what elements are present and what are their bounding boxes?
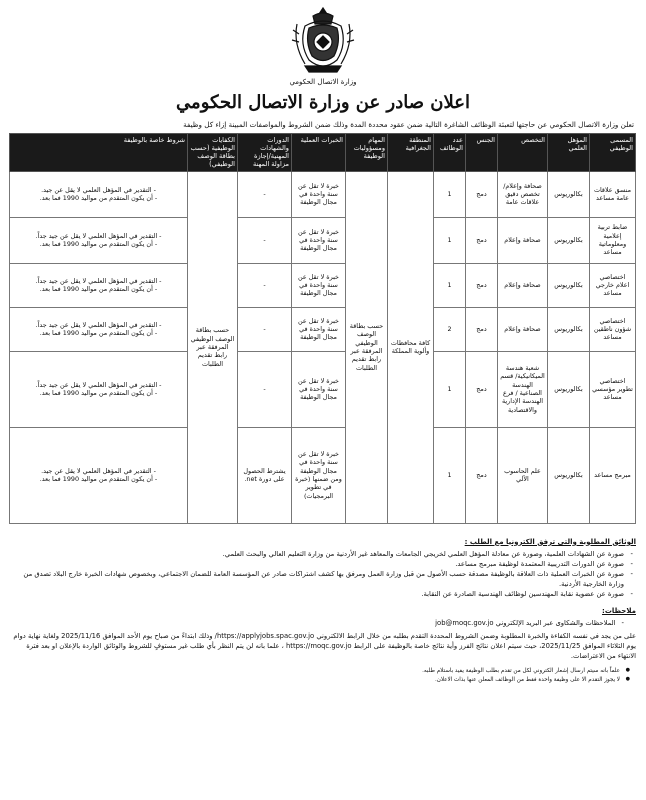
job-courses: - — [238, 171, 292, 217]
job-courses: - — [238, 263, 292, 307]
job-title: اختصاصي تطوير مؤسسي مساعد — [590, 351, 636, 427]
application-instructions: على من يجد في نفسه الكفاءة والخبرة المطلوبة وضمن الشروط المحددة التقدم بطلبه من خلال الرابط الالكتروني https://applyjobs.spac.gov.jo/ وذلك ابتداءً من صباح يوم الأحد الموافق 2025/11/16 ولغاية نهاية دوام يوم الثلاثاء الموافق 2025/11/25، حيث سيتم اعلان نتائج الفرز وأية نتائج خاصة بالوظيفة على الرابط https://moqc.gov.jo ، علما بانه لن يتم النظر بأي طلب غير مستوفٍ للشروط والوثائق الواردة بالإعلان او بعد فترة الانتهاء من الاعتراضات. — [13, 631, 636, 660]
condition-line: - أن يكون المتقدم من مواليد 1990 فما بعد. — [39, 389, 158, 398]
documents-heading: الوثائق المطلوبة والتي ترفق الكترونيا مع الطلب : — [464, 537, 636, 546]
job-tasks: حسب بطاقة الوصف الوظيفي المرفقة عبر رابط تقديم الطلبات — [346, 171, 388, 523]
job-conditions — [10, 217, 188, 263]
agency-name: وزارة الاتصال الحكومي — [289, 78, 357, 86]
list-item: - صورة عن الدورات التدريبية المعتمدة لوظيفة مبرمج مساعد. — [10, 560, 624, 569]
list-item: - صورة عن عضوية نقابة المهندسين لوظائف الهندسية الصادرة عن النقابة. — [10, 590, 624, 599]
table-header-row — [10, 133, 636, 171]
job-specialty: علم الحاسوب الآلي — [498, 427, 548, 523]
notes-list — [10, 619, 636, 627]
list-item: ● لا يجوز التقدم الا على وظيفة واحدة فقط من الوظائف المعلن عنها بذات الاعلان. — [10, 676, 620, 684]
col-header: المسمى الوظيفي — [590, 133, 636, 171]
table-row — [10, 171, 636, 217]
condition-line: - التقدير في المؤهل العلمي لا يقل عن جيد جداً. — [35, 320, 162, 329]
required-documents-section — [10, 538, 636, 599]
job-experience: خبرة لا تقل عن سنة واحدة في مجال الوظيفة — [292, 217, 346, 263]
col-header: عدد الوظائف — [434, 133, 466, 171]
table-row — [10, 307, 636, 351]
col-header: المنطقة الجغرافية — [388, 133, 434, 171]
job-conditions — [10, 171, 188, 217]
col-header: الجنس — [466, 133, 498, 171]
job-count: 2 — [434, 307, 466, 351]
email-note: - الملاحظات والشكاوى عبر البريد الإلكتروني job@moqc.gov.jo — [10, 619, 624, 627]
notes-heading: ملاحظات: — [602, 606, 636, 615]
job-gender: دمج — [466, 427, 498, 523]
job-conditions — [10, 263, 188, 307]
condition-line: - التقدير في المؤهل العلمي لا يقل عن جيد جداً. — [35, 276, 162, 285]
job-gender: دمج — [466, 217, 498, 263]
job-conditions — [10, 351, 188, 427]
col-header: المهام ومسؤوليات الوظيفة — [346, 133, 388, 171]
job-experience: خبرة لا تقل عن سنة واحدة في مجال الوظيفة ومن ضمنها (خبرة في تطوير البرمجيات) — [292, 427, 346, 523]
job-conditions — [10, 307, 188, 351]
jordan-coat-of-arms-icon — [283, 4, 363, 76]
job-count: 1 — [434, 171, 466, 217]
announcement-title: اعلان صادر عن وزارة الاتصال الحكومي — [176, 92, 470, 113]
col-header: الكفايات الوظيفية (حسب بطاقة الوصف الوظيفي) — [188, 133, 238, 171]
condition-line: - التقدير في المؤهل العلمي لا يقل عن جيد جداً. — [35, 380, 162, 389]
footnote-list — [10, 667, 636, 684]
table-row — [10, 263, 636, 307]
job-specialty: صحافة وإعلام/ تخصص دقيق علاقات عامة — [498, 171, 548, 217]
col-header: الدورات والشهادات المهنية/إجازة مزاولة المهنة — [238, 133, 292, 171]
list-item: - صورة عن الشهادات العلمية، وصورة عن معادلة المؤهل العلمي لخريجي الجامعات والمعاهد غير الأردنية من وزارة التعليم العالي والبحث العلمي. — [10, 550, 624, 559]
job-gender: دمج — [466, 263, 498, 307]
job-experience: خبرة لا تقل عن سنة واحدة في مجال الوظيفة — [292, 263, 346, 307]
job-qualification: بكالوريوس — [548, 351, 590, 427]
job-qualification: بكالوريوس — [548, 307, 590, 351]
condition-line: - أن يكون المتقدم من مواليد 1990 فما بعد. — [39, 329, 158, 338]
job-count: 1 — [434, 217, 466, 263]
job-specialty: صحافة وإعلام — [498, 217, 548, 263]
job-courses: - — [238, 217, 292, 263]
job-qualification: بكالوريوس — [548, 263, 590, 307]
job-qualification: بكالوريوس — [548, 427, 590, 523]
job-specialty: شعبة هندسة الميكانيكية/ قسم الهندسة الصناعية / فرع الهندسة الإدارية والاقتصادية — [498, 351, 548, 427]
job-count: 1 — [434, 351, 466, 427]
job-experience: خبرة لا تقل عن سنة واحدة في مجال الوظيفة — [292, 351, 346, 427]
condition-line: - التقدير في المؤهل العلمي لا يقل عن جيد جداً. — [35, 231, 162, 240]
col-header: شروط خاصة بالوظيفة — [10, 133, 188, 171]
job-title: اختصاصي شؤون ناطقين مساعد — [590, 307, 636, 351]
jobs-table — [9, 133, 636, 524]
list-item: - صورة عن الخبرات العملية ذات العلاقة بالوظيفة مصدقة حسب الأصول من قبل وزارة العمل ومرفق بها كشف اشتراكات صادر عن المؤسسة العامة للضمان الاجتماعي، وبخصوص شهادات الخبرة خارج البلاد تصدق من وزارة الخارجية الأردنية. — [10, 570, 624, 588]
job-count: 1 — [434, 427, 466, 523]
job-qualification: بكالوريوس — [548, 217, 590, 263]
job-title: منسق علاقات عامة مساعد — [590, 171, 636, 217]
table-row — [10, 217, 636, 263]
documents-list — [10, 550, 636, 599]
announcement-intro: تعلن وزارة الاتصال الحكومي عن حاجتها لتعبئة الوظائف الشاغرة التالية ضمن عقود محددة المدة وذلك ضمن الشروط والمواصفات المبينة إزاء كل وظيفة — [183, 120, 634, 129]
job-title: اختصاصي اعلام خارجي مساعد — [590, 263, 636, 307]
job-title: مبرمج مساعد — [590, 427, 636, 523]
job-experience: خبرة لا تقل عن سنة واحدة في مجال الوظيفة — [292, 307, 346, 351]
col-header: المؤهل العلمي — [548, 133, 590, 171]
condition-line: - التقدير في المؤهل العلمي لا يقل عن جيد. — [41, 466, 156, 475]
job-gender: دمج — [466, 307, 498, 351]
job-qualification: بكالوريوس — [548, 171, 590, 217]
col-header: التخصص — [498, 133, 548, 171]
job-courses: يشترط الحصول على دورة net. — [238, 427, 292, 523]
job-title: ضابط تربية إعلامية ومعلوماتية مساعد — [590, 217, 636, 263]
table-row — [10, 427, 636, 523]
list-item: ● علماً بانه سيتم ارسال إشعار الكتروني لكل من تقدم بطلب الوظيفة يفيد باستلام طلبه. — [10, 667, 620, 675]
job-gender: دمج — [466, 351, 498, 427]
job-specialty: صحافة وإعلام — [498, 307, 548, 351]
col-header: الخبرات العملية — [292, 133, 346, 171]
job-courses: - — [238, 351, 292, 427]
job-conditions — [10, 427, 188, 523]
table-row — [10, 351, 636, 427]
job-gender: دمج — [466, 171, 498, 217]
condition-line: - أن يكون المتقدم من مواليد 1990 فما بعد. — [39, 285, 158, 294]
condition-line: - أن يكون المتقدم من مواليد 1990 فما بعد. — [39, 475, 158, 484]
job-count: 1 — [434, 263, 466, 307]
job-region: كافة محافظات وألوية المملكة — [388, 171, 434, 523]
job-experience: خبرة لا تقل عن سنة واحدة في مجال الوظيفة — [292, 171, 346, 217]
job-competencies: حسب بطاقة الوصف الوظيفي المرفقة عبر رابط تقديم الطلبات — [188, 171, 238, 523]
condition-line: - التقدير في المؤهل العلمي لا يقل عن جيد. — [41, 185, 156, 194]
job-courses: - — [238, 307, 292, 351]
condition-line: - أن يكون المتقدم من مواليد 1990 فما بعد. — [39, 240, 158, 249]
job-specialty: صحافة وإعلام — [498, 263, 548, 307]
condition-line: - أن يكون المتقدم من مواليد 1990 فما بعد. — [39, 194, 158, 203]
